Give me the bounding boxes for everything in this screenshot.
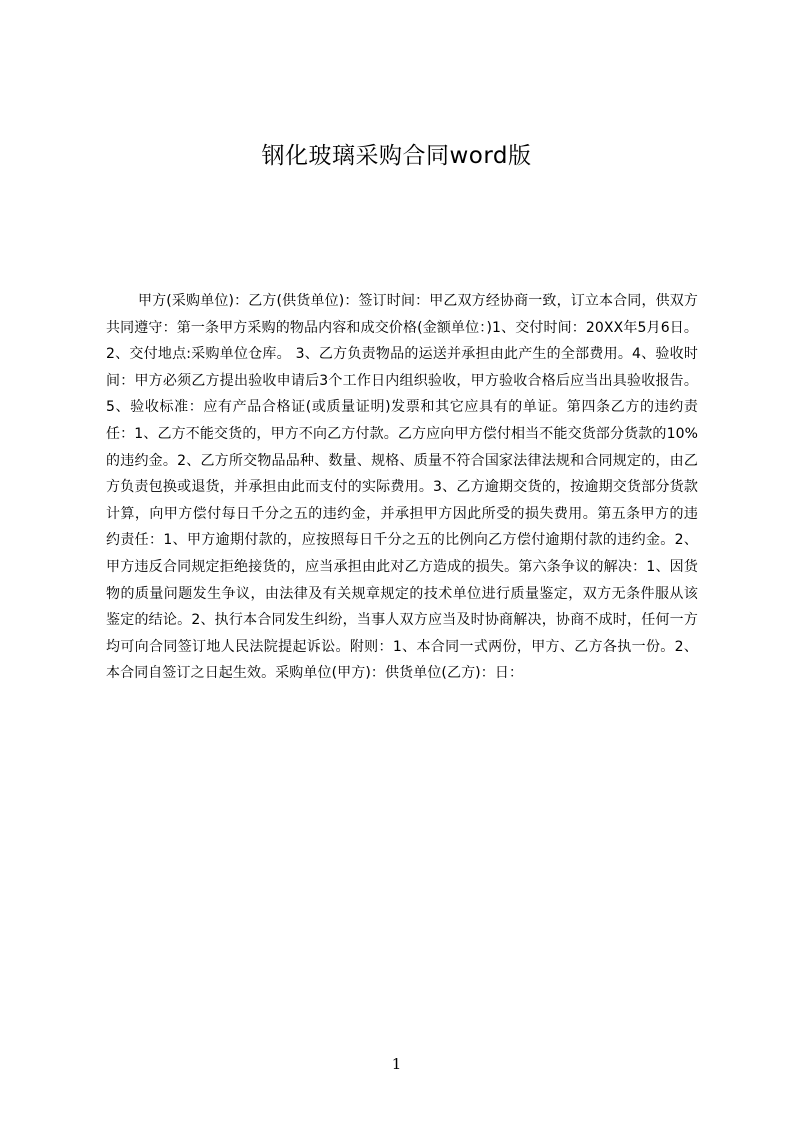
contract-body-text: 甲方(采购单位)：乙方(供货单位)：签订时间：甲乙双方经协商一致，订立本合同，供双方共同遵守：第一条甲方采购的物品内容和成交价格(金额单位：)1、交付时间：20XX年5月6日。2、交付地点:采购单位仓库。 3、乙方负责物品的运送并承担由此产生的全部费用。4、验收时间：甲方必须乙方提出验收申请后3个工作日内组织验收，甲方验收合格后应当出具验收报告。5、验收标准：应有产品合格证(或质量证明)发票和其它应具有的单证。第四条乙方的违约责任：1、乙方不能交货的，甲方不向乙方付款。乙方应向甲方偿付相当不能交货部分货款的10%的违约金。2、乙方所交物品品种、数量、规格、质量不符合国家法律法规和合同规定的，由乙方负责包换或退货，并承担由此而支付的实际费用。3、乙方逾期交货的，按逾期交货部分货款计算，向甲方偿付每日千分之五的违约金，并承担甲方因此所受的损失费用。第五条甲方的违约责任：1、甲方逾期付款的，应按照每日千分之五的比例向乙方偿付逾期付款的违约金。2、甲方违反合同规定拒绝接货的，应当承担由此对乙方造成的损失。第六条争议的解决：1、因货物的质量问题发生争议，由法律及有关规章规定的技术单位进行质量鉴定，双方无条件服从该鉴定的结论。2、执行本合同发生纠纷，当事人双方应当及时协商解决，协商不成时，任何一方均可向合同签订地人民法院提起诉讼。附则：1、本合同一式两份，甲方、乙方各执一份。2、本合同自签订之日起生效。采购单位(甲方)：供货单位(乙方)：日： bbox=[106, 293, 698, 682]
document-title: 钢化玻璃采购合同word版 bbox=[261, 143, 532, 169]
page-number: 1 bbox=[391, 1055, 402, 1073]
